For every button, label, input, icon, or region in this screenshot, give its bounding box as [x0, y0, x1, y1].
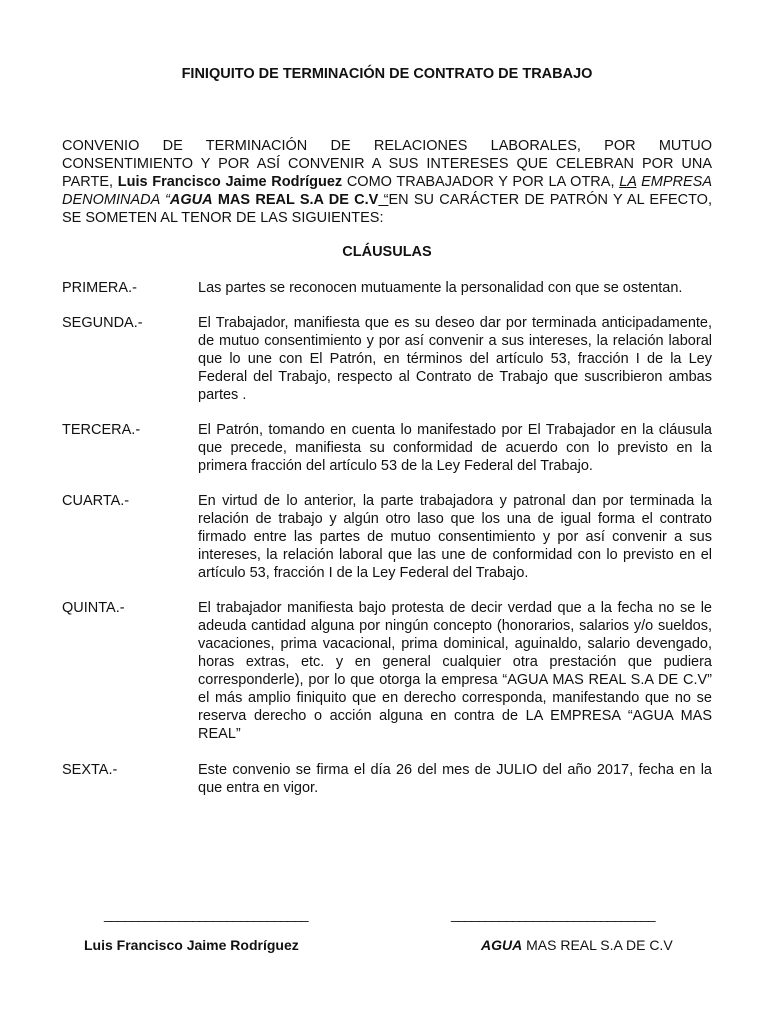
intro-text-2: COMO TRABAJADOR Y POR LA OTRA, — [342, 174, 620, 190]
clause-label: TERCERA.- — [62, 422, 141, 438]
company-name-agua: AGUA — [169, 192, 213, 208]
clause-text: En virtud de lo anterior, la parte trabajadora y patronal dan por terminada la relación de trabajo y algún otro laso que los una de igual forma el contrato firmado entre las partes de mutuo consentimiento y por así convenir a sus intereses, la relación laboral que las une de conformidad con lo previsto en el artículo 53, fracción I de la Ley Federal del Trabajo. — [198, 493, 712, 581]
intro-la: LA — [619, 174, 637, 190]
signature-name-worker: Luis Francisco Jaime Rodríguez — [84, 937, 299, 953]
document-title: FINIQUITO DE TERMINACIÓN DE CONTRATO DE TRABAJO — [181, 66, 593, 82]
signature-line-company: ______________________________ — [451, 906, 655, 922]
clause-text: El Patrón, tomando en cuenta lo manifestado por El Trabajador en la cláusula que precede, manifiesta su conformidad de acuerdo con lo previsto en la primera fracción del artículo 53 de la Ley Federal del Trabajo. — [198, 422, 712, 474]
clause-text: Este convenio se firma el día 26 del mes de JULIO del año 2017, fecha en la que entra en vigor. — [198, 762, 712, 796]
clause-label: QUINTA.- — [62, 600, 125, 616]
intro-quote-open: “ — [159, 192, 170, 208]
intro-empresa-denominada: EMPRESA DENOMINADA — [62, 174, 712, 208]
intro-text-3: EN SU CARÁCTER DE PATRÓN Y AL EFECTO, SE SOMETEN AL TENOR DE LAS SIGUIENTES: — [62, 192, 712, 226]
intro-paragraph — [62, 137, 712, 227]
clause-text: Las partes se reconocen mutuamente la personalidad con que se ostentan. — [198, 280, 683, 296]
intro-quote-close: “ — [378, 192, 389, 208]
clause-text: El trabajador manifiesta bajo protesta de decir verdad que a la fecha no se le adeuda cantidad alguna por ningún concepto (honorarios, salarios y/o sueldos, vacaciones, prima vacacional, prima dominical, aguinaldo, salario devengado, horas extras, etc. y en general cualquier otra prestación que pudiera corresponderle), por lo que otorga la empresa “AGUA MAS REAL S.A DE C.V” el más amplio finiquito que en derecho corresponda, manifestando que no se reserva derecho o acción alguna en contra de LA EMPRESA “AGUA MAS REAL” — [198, 600, 712, 742]
signature-name-company — [481, 937, 673, 953]
company-name-rest: MAS REAL S.A DE C.V — [212, 192, 379, 208]
signature-line-worker: ______________________________ — [104, 906, 308, 922]
clauses-heading: CLÁUSULAS — [342, 244, 432, 260]
clause-label: SEXTA.- — [62, 762, 118, 778]
intro-text-1: CONVENIO DE TERMINACIÓN DE RELACIONES LABORALES, POR MUTUO CONSENTIMIENTO Y POR ASÍ CONVENIR A SUS INTERESES QUE CELEBRAN POR UNA PARTE, — [62, 138, 712, 190]
clause-label: CUARTA.- — [62, 493, 130, 509]
clause-label: PRIMERA.- — [62, 280, 137, 296]
signature-company-agua: AGUA — [481, 937, 523, 953]
worker-name: Luis Francisco Jaime Rodríguez — [117, 174, 343, 190]
clause-label: SEGUNDA.- — [62, 315, 143, 331]
clause-text: El Trabajador, manifiesta que es su deseo dar por terminada anticipadamente, de mutuo consentimiento y por así convenir a sus intereses, la relación laboral que lo une con El Patrón, en términos del artículo 53, fracción I de la Ley Federal del Trabajo, respecto al Contrato de Trabajo que suscribieron ambas partes . — [198, 315, 712, 403]
signature-company-rest: MAS REAL S.A DE C.V — [522, 937, 673, 953]
